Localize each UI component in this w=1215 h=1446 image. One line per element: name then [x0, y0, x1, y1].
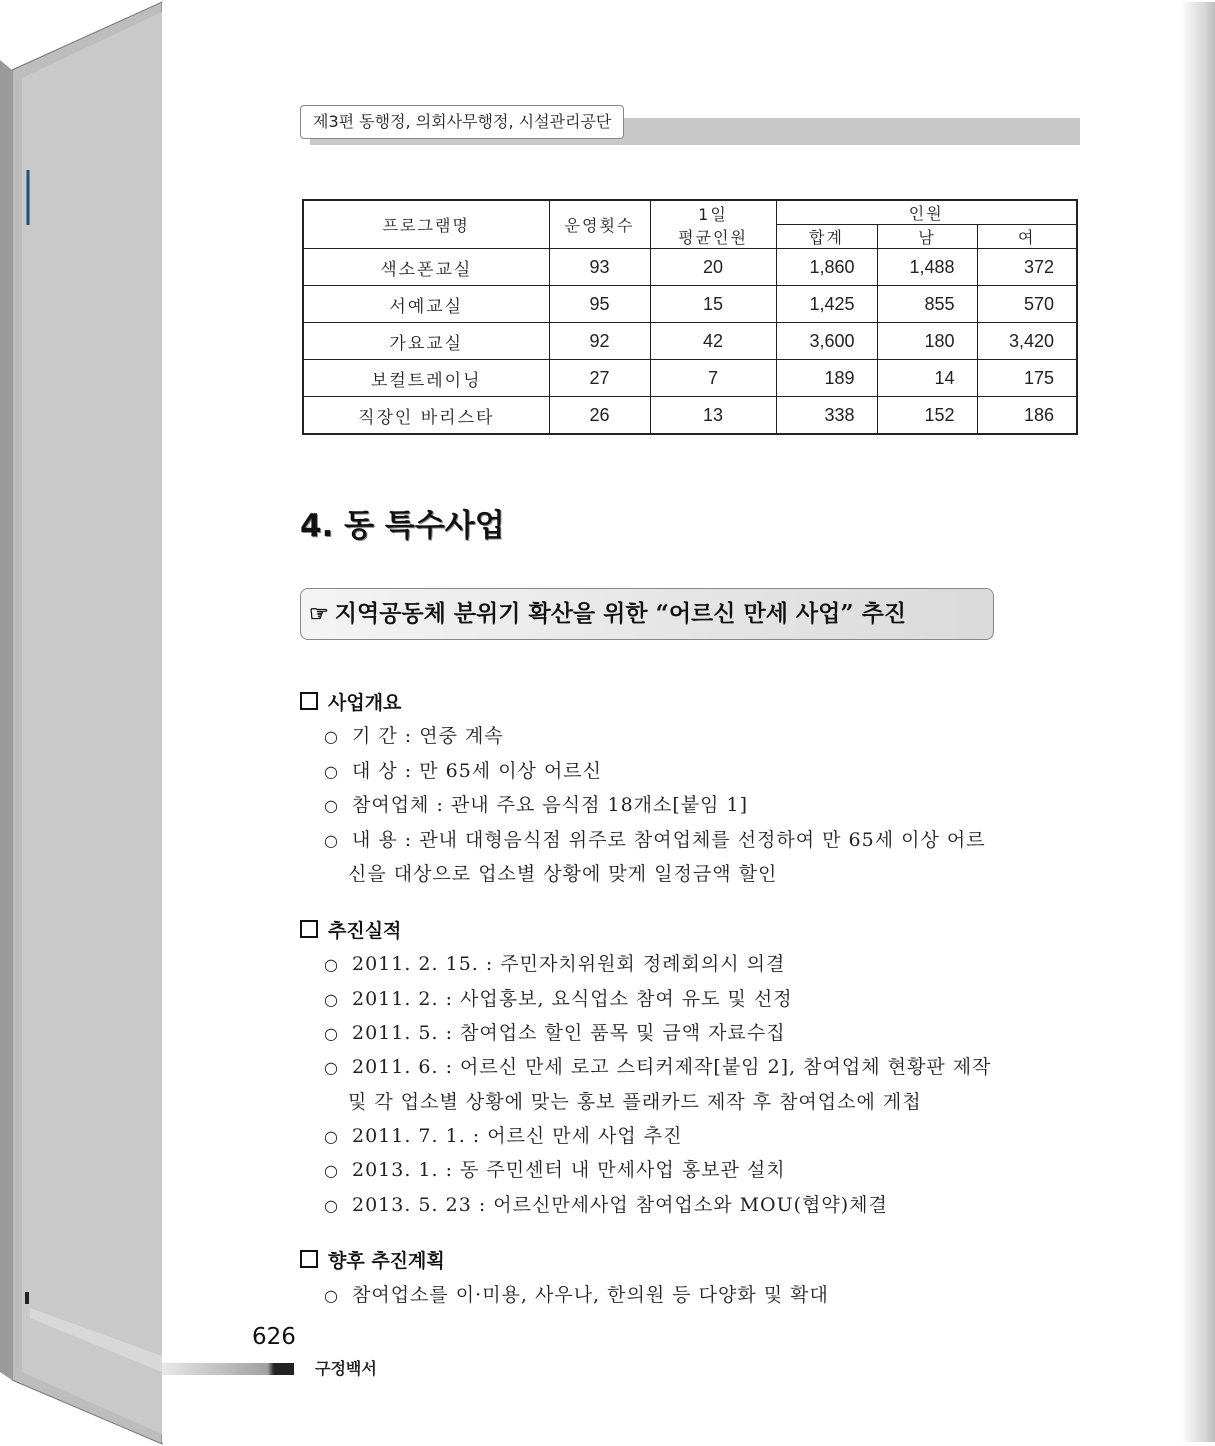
- achievement-item-text: 2011. 7. 1. : 어르신 만세 사업 추진: [352, 1125, 683, 1147]
- overview-item-text: 내 용 : 관내 대형음식점 위주로 참여업체를 선정하여 만 65세 이상 어르: [352, 829, 986, 851]
- circle-bullet-icon: ○: [324, 1058, 339, 1077]
- table-row: [303, 397, 1077, 435]
- cell-male: 855: [877, 286, 977, 323]
- cell-daily-average: 20: [650, 249, 776, 286]
- circle-bullet-icon: ○: [324, 1196, 339, 1215]
- page-number: 626: [252, 1324, 296, 1350]
- plan-item-text: 참여업소를 이·미용, 사우나, 한의원 등 다양화 및 확대: [352, 1284, 829, 1306]
- cell-male: 180: [877, 323, 977, 360]
- table-row: [303, 360, 1077, 397]
- achievement-item-text: 2011. 5. : 참여업소 할인 품목 및 금액 자료수집: [352, 1022, 786, 1044]
- header-daily-average-line2: 평균인원: [678, 227, 748, 247]
- overview-item-text: 기 간 : 연중 계속: [352, 725, 504, 747]
- cell-female: 3,420: [977, 323, 1077, 360]
- checkbox-square-icon: [300, 920, 318, 938]
- checkbox-square-icon: [300, 692, 318, 710]
- plan-item: [324, 1280, 829, 1307]
- achievement-item-text: 2011. 2. 15. : 주민자치위원회 정례회의시 의결: [352, 953, 786, 975]
- footer-bar: [162, 1363, 294, 1375]
- cell-sessions: 26: [549, 397, 650, 435]
- header-female: 여: [977, 225, 1077, 249]
- table-row: [303, 249, 1077, 286]
- cell-total: 1,425: [776, 286, 877, 323]
- page-shadow: [1180, 2, 1215, 1442]
- overview-heading-text: 사업개요: [328, 692, 402, 714]
- program-table: [302, 199, 1078, 435]
- overview-item-text: 참여업체 : 관내 주요 음식점 18개소[붙임 1]: [352, 794, 749, 816]
- achievement-item: [324, 1018, 786, 1045]
- cell-program-name: 직장인 바리스타: [303, 397, 549, 435]
- pointing-hand-icon: ☞: [309, 601, 329, 627]
- cell-program-name: 색소폰교실: [303, 249, 549, 286]
- cell-daily-average: 7: [650, 360, 776, 397]
- circle-bullet-icon: ○: [324, 727, 339, 746]
- header-total: 합계: [776, 225, 877, 249]
- cell-total: 1,860: [776, 249, 877, 286]
- header-program: 프로그램명: [303, 200, 549, 249]
- cell-total: 189: [776, 360, 877, 397]
- plan-heading-text: 향후 추진계획: [328, 1250, 445, 1272]
- project-title-box: [300, 588, 994, 640]
- running-header-text: 제3편 동행정, 의회사무행정, 시설관리공단: [300, 105, 624, 139]
- cell-program-name: 가요교실: [303, 323, 549, 360]
- overview-item: [324, 790, 748, 817]
- achievement-item: [324, 1052, 991, 1079]
- circle-bullet-icon: ○: [324, 955, 339, 974]
- running-header: [300, 105, 1080, 147]
- circle-bullet-icon: ○: [324, 762, 339, 781]
- circle-bullet-icon: ○: [324, 1024, 339, 1043]
- cell-program-name: 서예교실: [303, 286, 549, 323]
- cell-daily-average: 42: [650, 323, 776, 360]
- achievement-item: [324, 1190, 888, 1217]
- achievement-item-text: 2013. 1. : 동 주민센터 내 만세사업 홍보관 설치: [352, 1159, 786, 1181]
- overview-item: [324, 721, 504, 748]
- cell-sessions: 92: [549, 323, 650, 360]
- circle-bullet-icon: ○: [324, 796, 339, 815]
- overview-item-continuation: 신을 대상으로 업소별 상황에 맞게 일정금액 할인: [348, 863, 778, 885]
- cell-female: 372: [977, 249, 1077, 286]
- plan-heading: [300, 1246, 445, 1273]
- achievement-item-text: 2013. 5. 23 : 어르신만세사업 참여업소와 MOU(협약)체결: [352, 1194, 888, 1216]
- achievements-heading: [300, 916, 401, 943]
- section-title: 4. 동 특수사업: [300, 508, 505, 544]
- cell-daily-average: 13: [650, 397, 776, 435]
- cell-daily-average: 15: [650, 286, 776, 323]
- achievement-item: [324, 949, 785, 976]
- achievement-item-text: 2011. 6. : 어르신 만세 로고 스티커제작[붙임 2], 참여업체 현황판 제작: [352, 1056, 992, 1078]
- cell-female: 570: [977, 286, 1077, 323]
- achievements-heading-text: 추진실적: [328, 920, 402, 942]
- cell-sessions: 95: [549, 286, 650, 323]
- header-daily-average-line1: 1일: [698, 204, 728, 224]
- table-row: [303, 286, 1077, 323]
- cell-male: 14: [877, 360, 977, 397]
- project-title-text: 지역공동체 분위기 확산을 위한 “어르신 만세 사업” 추진: [334, 600, 907, 627]
- cell-female: 186: [977, 397, 1077, 435]
- achievement-item: [324, 1155, 786, 1182]
- achievement-item: [324, 984, 793, 1011]
- cell-program-name: 보컬트레이닝: [303, 360, 549, 397]
- cell-male: 152: [877, 397, 977, 435]
- cell-total: 3,600: [776, 323, 877, 360]
- cell-female: 175: [977, 360, 1077, 397]
- table-row: [303, 323, 1077, 360]
- header-male: 남: [877, 225, 977, 249]
- achievement-item-text: 2011. 2. : 사업홍보, 요식업소 참여 유도 및 선정: [352, 988, 793, 1010]
- footer-book-title: 구정백서: [315, 1359, 377, 1378]
- overview-item-text: 대 상 : 만 65세 이상 어르신: [352, 760, 603, 782]
- overview-item: [324, 756, 602, 783]
- cell-sessions: 93: [549, 249, 650, 286]
- cell-sessions: 27: [549, 360, 650, 397]
- cell-male: 1,488: [877, 249, 977, 286]
- header-daily-average: [650, 200, 776, 249]
- header-people: 인원: [776, 200, 1077, 225]
- achievement-item-continuation: 및 각 업소별 상황에 맞는 홍보 플래카드 제작 후 참여업소에 게첩: [348, 1091, 922, 1113]
- circle-bullet-icon: ○: [324, 1127, 339, 1146]
- overview-heading: [300, 688, 401, 715]
- checkbox-square-icon: [300, 1250, 318, 1268]
- header-sessions: 운영횟수: [549, 200, 650, 249]
- circle-bullet-icon: ○: [324, 990, 339, 1009]
- achievement-item: [324, 1121, 683, 1148]
- circle-bullet-icon: ○: [324, 1161, 339, 1180]
- cell-total: 338: [776, 397, 877, 435]
- circle-bullet-icon: ○: [324, 831, 339, 850]
- circle-bullet-icon: ○: [324, 1286, 339, 1305]
- overview-item: [324, 825, 986, 852]
